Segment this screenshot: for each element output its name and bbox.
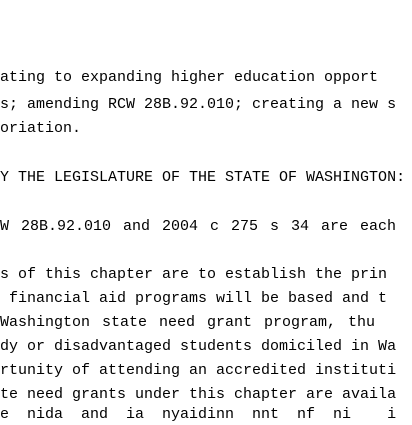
- text-line: s; amending RCW 28B.92.010; creating a new s: [0, 96, 397, 113]
- text-line: Washington state need grant program, thu: [0, 314, 376, 331]
- text-line: te need grants under this chapter are availa: [0, 386, 397, 403]
- text-line: oriation.: [0, 120, 82, 137]
- text-line: financial aid programs will be based and t: [0, 290, 388, 307]
- text-line: Y THE LEGISLATURE OF THE STATE OF WASHINGTON:: [0, 169, 406, 186]
- text-line: dy or disadvantaged students domiciled in Wa: [0, 338, 397, 355]
- text-line: s of this chapter are to establish the prin: [0, 266, 388, 283]
- text-line: W 28B.92.010 and 2004 c 275 s 34 are each: [0, 218, 397, 235]
- text-line: e nida and ia nyaidinn nnt nf ni i: [0, 406, 397, 423]
- text-line: ating to expanding higher education opport: [0, 69, 379, 86]
- text-line: rtunity of attending an accredited instituti: [0, 362, 397, 379]
